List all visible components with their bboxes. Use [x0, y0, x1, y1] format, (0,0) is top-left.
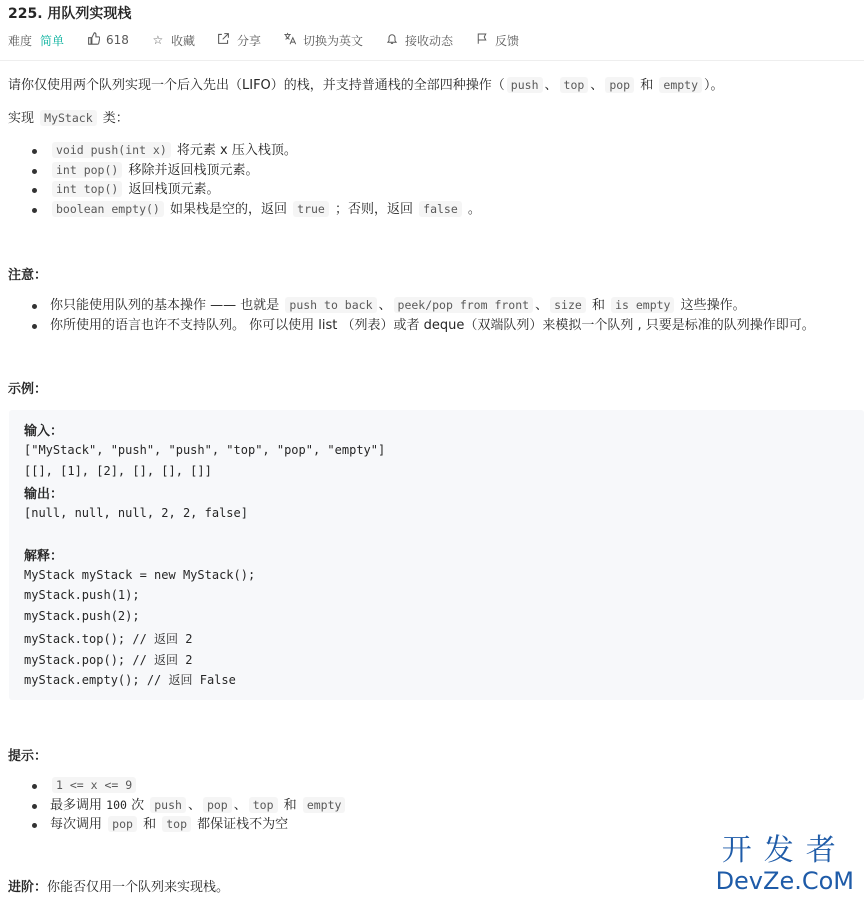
- switch-language-button[interactable]: [283, 32, 363, 49]
- input-line-1: ["MyStack", "push", "push", "top", "pop", "empty"]: [24, 443, 386, 457]
- implement-paragraph: 实现 MyStack 类：: [8, 111, 129, 126]
- like-count: 618: [106, 33, 129, 47]
- list-item: 你只能使用队列的基本操作 —— 也就是 push to back 、 peek/pop from front 、 size 和 is empty 这些操作。: [32, 296, 815, 316]
- list-item: boolean empty() 如果栈是空的，返回 true ；否则，返回 false 。: [32, 200, 481, 220]
- explain-label: 解释：: [24, 549, 64, 564]
- hints-heading: 提示：: [8, 749, 48, 764]
- notes-list: [32, 296, 815, 335]
- list-item: 每次调用 pop 和 top 都保证栈不为空: [32, 815, 347, 835]
- explain-line: myStack.empty(); // 返回 False: [24, 673, 236, 687]
- watermark-line-2: DevZe.CoM: [715, 867, 854, 895]
- method-list: [32, 141, 481, 219]
- thumbs-up-icon: [86, 32, 100, 48]
- notes-heading: 注意：: [8, 268, 48, 283]
- feedback-label: 反馈: [495, 33, 520, 48]
- hints-list: [32, 776, 347, 835]
- share-icon: [217, 32, 231, 48]
- follow-up-label: 进阶：: [8, 880, 48, 895]
- list-item: 你所使用的语言也许不支持队列。 你可以使用 list （列表）或者 deque（双端队列）来模拟一个队列 , 只要是标准的队列操作即可。: [32, 316, 815, 336]
- list-item: 1 <= x <= 9: [32, 776, 347, 796]
- explain-line: myStack.push(1);: [24, 588, 140, 602]
- list-item: int top() 返回栈顶元素。: [32, 180, 481, 200]
- star-icon: ☆: [152, 33, 164, 47]
- intro-paragraph: 请你仅使用两个队列实现一个后入先出（LIFO）的栈，并支持普通栈的全部四种操作（ push 、 top 、 pop 和 empty ）。: [8, 78, 724, 93]
- follow-label: 接收动态: [404, 33, 453, 48]
- like-button[interactable]: [86, 32, 129, 48]
- explain-line: MyStack myStack = new MyStack();: [24, 568, 256, 582]
- translate-icon: [283, 32, 297, 48]
- favorite-button[interactable]: [151, 32, 195, 49]
- feedback-button[interactable]: [475, 32, 519, 49]
- follow-up-text: 你能否仅用一个队列来实现栈。: [47, 880, 230, 895]
- problem-toolbar: [8, 30, 541, 50]
- output-label: 输出：: [24, 487, 64, 502]
- difficulty-badge: 简单: [40, 33, 65, 48]
- problem-title: 225. 用队列实现栈: [8, 6, 132, 22]
- toolbar-divider: [0, 60, 864, 61]
- input-label: 输入：: [24, 424, 64, 439]
- share-label: 分享: [236, 33, 261, 48]
- output-line: [null, null, null, 2, 2, false]: [24, 506, 248, 520]
- example-code-block: [9, 410, 864, 700]
- follow-up: [8, 879, 229, 897]
- explain-line: myStack.push(2);: [24, 609, 140, 623]
- bell-icon: [385, 32, 399, 48]
- input-line-2: [[], [1], [2], [], [], []]: [24, 464, 212, 478]
- favorite-label: 收藏: [170, 33, 195, 48]
- follow-button[interactable]: [385, 32, 453, 49]
- explain-line: myStack.pop(); // 返回 2: [24, 653, 193, 667]
- list-item: int pop() 移除并返回栈顶元素。: [32, 161, 481, 181]
- list-item: void push(int x) 将元素 x 压入栈顶。: [32, 141, 481, 161]
- switch-language-label: 切换为英文: [302, 33, 363, 48]
- list-item: 最多调用 100 次 push 、 pop 、 top 和 empty: [32, 796, 347, 816]
- example-heading: 示例：: [8, 382, 48, 397]
- difficulty: [8, 32, 64, 49]
- share-button[interactable]: [217, 32, 261, 49]
- watermark-line-1: 开发者: [721, 833, 848, 868]
- watermark-logo: [716, 835, 854, 895]
- flag-icon: [475, 32, 489, 48]
- explain-line: myStack.top(); // 返回 2: [24, 632, 193, 646]
- difficulty-label: 难度: [8, 33, 33, 48]
